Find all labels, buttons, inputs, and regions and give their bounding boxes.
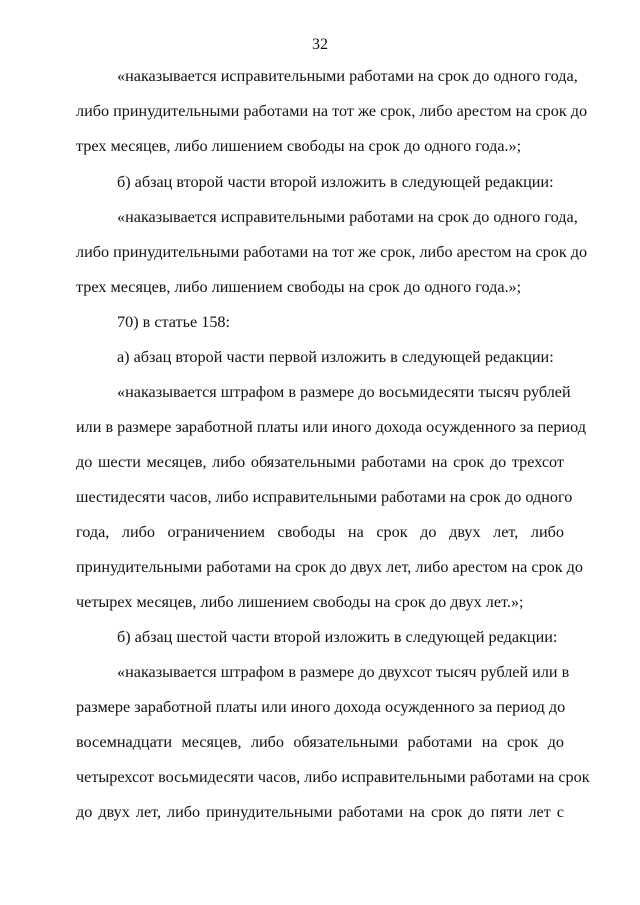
text-line: четырех месяцев, либо лишением свободы на срок до двух лет.»; — [76, 593, 524, 611]
text-line: года, либо ограничением свободы на срок до двух лет, либо — [76, 523, 564, 541]
text-line: восемнадцати месяцев, либо обязательными работами на срок до — [76, 733, 564, 751]
text-line: или в размере заработной платы или иного дохода осужденного за период — [76, 418, 586, 436]
text-line: б) абзац второй части второй изложить в следующей редакции: — [117, 173, 554, 191]
text-line: 70) в статье 158: — [117, 313, 231, 331]
text-line: трех месяцев, либо лишением свободы на срок до одного года.»; — [76, 137, 522, 155]
text-line: б) абзац шестой части второй изложить в следующей редакции: — [117, 628, 558, 646]
text-line: до шести месяцев, либо обязательными работами на срок до трехсот — [76, 453, 564, 471]
text-line: принудительными работами на срок до двух лет, либо арестом на срок до — [76, 558, 584, 576]
text-line: до двух лет, либо принудительными работами на срок до пяти лет с — [76, 803, 564, 821]
text-line: четырехсот восьмидесяти часов, либо исправительными работами на срок — [76, 768, 590, 786]
page-number: 32 — [312, 36, 328, 53]
text-line: «наказывается штрафом в размере до двухсот тысяч рублей или в — [117, 663, 570, 681]
text-line: «наказывается исправительными работами на срок до одного года, — [117, 67, 578, 85]
text-line: размере заработной платы или иного дохода осужденного за период до — [76, 698, 566, 716]
text-line: либо принудительными работами на тот же срок, либо арестом на срок до — [76, 102, 588, 120]
text-line: а) абзац второй части первой изложить в следующей редакции: — [117, 348, 554, 366]
text-line: трех месяцев, либо лишением свободы на срок до одного года.»; — [76, 278, 522, 296]
text-line: «наказывается исправительными работами на срок до одного года, — [117, 208, 578, 226]
text-line: шестидесяти часов, либо исправительными работами на срок до одного — [76, 488, 573, 506]
text-line: либо принудительными работами на тот же срок, либо арестом на срок до — [76, 243, 588, 261]
text-line: «наказывается штрафом в размере до восьмидесяти тысяч рублей — [117, 383, 571, 401]
